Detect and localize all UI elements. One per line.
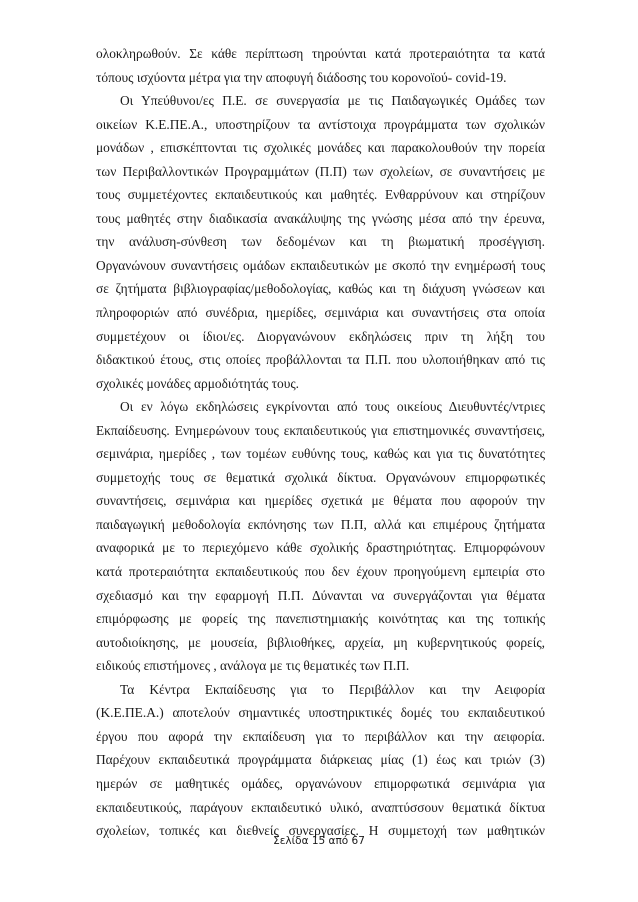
text-line: ειδικούς επιστήμονες , ανάλογα με τις θεματικές των Π.Π. <box>96 658 410 674</box>
text-line: την ανάλυση-σύνθεση των δεδομένων και τη βιωματική προσέγγιση. <box>96 234 545 250</box>
text-line: σχολικές μονάδες αρμοδιότητάς τους. <box>96 375 300 391</box>
text-line: Οι Υπεύθυνοι/ες Π.Ε. σε συνεργασία με τις Παιδαγωγικές Ομάδες των <box>120 93 545 109</box>
text-line: σεμινάρια, ημερίδες , των τομέων ευθύνης τους, καθώς και για τις δυνατότητες <box>96 446 545 462</box>
page-number-footer: Σελίδα 15 από 67 <box>273 835 365 847</box>
text-line: συμμετέχουν οι ίδιοι/ες. Διοργανώνουν εκδηλώσεις πριν τη λήξη του <box>96 328 545 344</box>
text-line: αναφορικά με το περιεχόμενο κάθε σχολικής δραστηριότητας. Επιμορφώνουν <box>96 540 545 556</box>
text-line: σχεδιασμό και την εφαρμογή Π.Π. Δύνανται να συνεργάζονται για θέματα <box>96 587 545 603</box>
text-line: Τα Κέντρα Εκπαίδευσης για το Περιβάλλον και την Αειφορία <box>120 681 545 697</box>
text-line: Οργανώνουν συναντήσεις ομάδων εκπαιδευτικών με σκοπό την ενημέρωσή τους <box>96 257 545 273</box>
text-line: αυτοδιοίκησης, με μουσεία, βιβλιοθήκες, αρχεία, μη κυβερνητικούς φορείς, <box>96 634 545 650</box>
text-line: τόπους ισχύοντα μέτρα για την αποφυγή διάδοσης του κορονοϊού- covid-19. <box>96 69 507 85</box>
body-text <box>96 42 545 843</box>
text-line: μονάδων , επισκέπτονται τις σχολικές μονάδες και παρακολουθούν την πορεία <box>96 140 545 156</box>
text-line: κατά προτεραιότητα εκπαιδευτικούς που δεν έχουν προηγούμενη εμπειρία στο <box>96 564 545 580</box>
text-line: συμμετοχής τους σε θεματικά σχολικά δίκτυα. Οργανώνουν επιμορφωτικές <box>96 469 545 485</box>
text-line: ολοκληρωθούν. Σε κάθε περίπτωση τηρούνται κατά προτεραιότητα τα κατά <box>96 46 545 61</box>
text-line: τους συμμετέχοντες εκπαιδευτικούς και μαθητές. Ενθαρρύνουν και στηρίζουν <box>96 187 545 203</box>
text-line: σε ζητήματα βιβλιογραφίας/μεθοδολογίας, καθώς και τη διάχυση γνώσεων και <box>96 281 545 297</box>
text-line: επιμόρφωσης με φορείς της πανεπιστημιακής κοινότητας και της τοπικής <box>96 611 545 627</box>
text-line: εκπαιδευτικούς, παράγουν εκπαιδευτικό υλικό, αναπτύσσουν θεματικά δίκτυα <box>96 799 545 815</box>
text-line: Παρέχουν εκπαιδευτικά προγράμματα διάρκειας μίας (1) έως και τριών (3) <box>96 752 545 768</box>
text-line: συναντήσεις, σεμινάρια και ημερίδες σχετικά με θέματα που αφορούν την <box>96 493 545 509</box>
text-line: σχολείων, τοπικές και διεθνείς συνεργασίες. Η συμμετοχή των μαθητικών <box>96 823 545 839</box>
text-line: διδακτικού έτους, στις οποίες προβάλλονται τα Π.Π. που υλοποιήθηκαν από τις <box>96 352 545 368</box>
text-line: έργου που αφορά την εκπαίδευση για το περιβάλλον και την αειφορία. <box>96 728 545 744</box>
text-line: πληροφοριών από συνέδρια, ημερίδες, σεμινάρια και συναντήσεις στα οποία <box>96 305 545 321</box>
text-line: Εκπαίδευσης. Ενημερώνουν τους εκπαιδευτικούς για επιστημονικές συναντήσεις, <box>96 422 545 438</box>
text-line: τους μαθητές στην διαδικασία ανακάλυψης της γνώσης μέσα από την έρευνα, <box>96 210 545 226</box>
text-line: των Περιβαλλοντικών Προγραμμάτων (Π.Π) των σχολείων, σε συναντήσεις με <box>96 163 545 179</box>
text-line: (Κ.Ε.ΠΕ.Α.) αποτελούν σημαντικές υποστηρικτικές δομές του εκπαιδευτικού <box>96 705 545 721</box>
text-line: παιδαγωγική μεθοδολογία εκπόνησης των Π.Π, αλλά και επιμέρους ζητήματα <box>96 516 545 532</box>
text-line: οικείων Κ.Ε.ΠΕ.Α., υποστηρίζουν τα αντίστοιχα προγράμματα των σχολικών <box>96 116 545 132</box>
text-line: Οι εν λόγω εκδηλώσεις εγκρίνονται από τους οικείους Διευθυντές/ντριες <box>120 399 545 415</box>
text-line: ημερών σε μαθητικές ομάδες, οργανώνουν επιμορφωτικά σεμινάρια για <box>96 775 545 791</box>
